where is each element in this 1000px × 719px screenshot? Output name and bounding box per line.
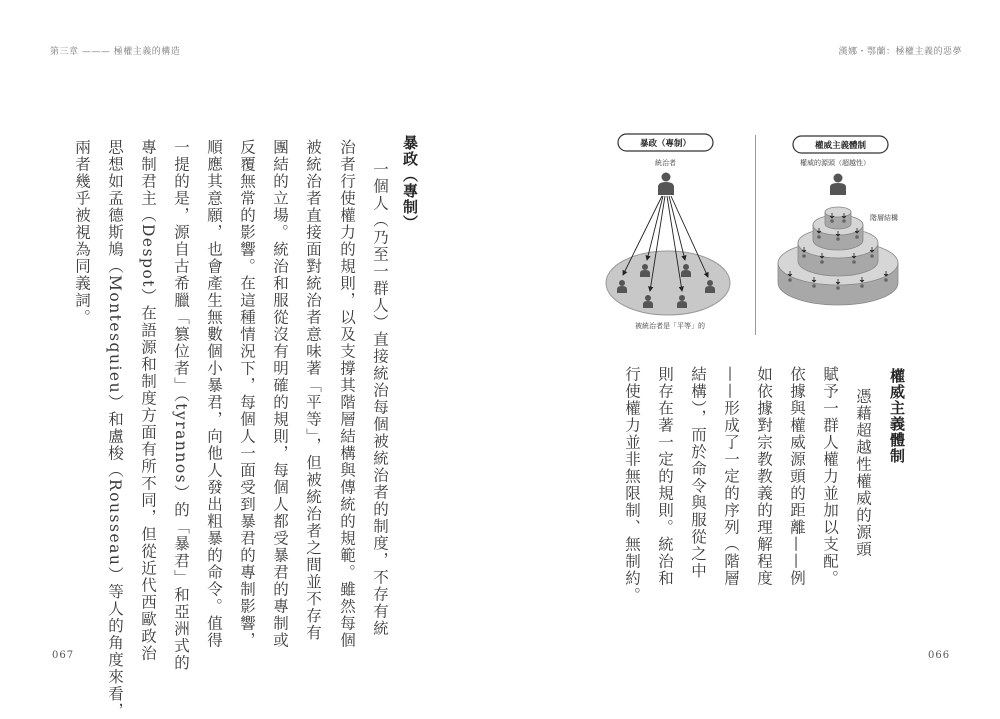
body-column: 賦予一群人權力並加以支配。: [821, 366, 839, 587]
body-column: 依據與權威源頭的距離——例: [788, 366, 806, 587]
body-column: 思想如孟德斯鳩（Montesquieu）和盧梭（Rousseau）等人的角度來看，: [106, 139, 124, 719]
section-heading-tyranny: 暴政（專制）: [401, 135, 419, 231]
body-column: 順應其意願，也會產生無數個小暴君，向他人發出粗暴的命令。值得: [205, 139, 223, 649]
authoritarian-title: 權威主義體制: [814, 141, 866, 151]
body-column: 憑藉超越性權威的源頭: [854, 388, 872, 558]
body-column: 一個人（乃至一群人）直接統治每個被統治者的制度，不存有統: [371, 161, 389, 637]
running-head-right: 漢娜・鄂蘭：極權主義的惡夢: [838, 47, 962, 57]
body-column: 一提的是，源自古希臘「篡位者」（tyrannos）的「暴君」和亞洲式的: [172, 139, 190, 672]
ruler-label: 統治者: [655, 159, 676, 167]
running-head-left: 第三章 ——— 極權主義的構造: [50, 47, 181, 57]
body-column: ——形成了一定的序列（階層: [722, 366, 740, 587]
tyranny-title: 暴政（專制）: [639, 139, 691, 149]
body-column: 兩者幾乎被視為同義詞。: [73, 139, 91, 326]
body-column: 行使權力並非無限制、無制約。: [623, 366, 641, 604]
body-column: 則存在著一定的規則。統治和: [656, 366, 674, 587]
body-column: 被統治者直接面對統治者意味著「平等」，但被統治者之間並不存有: [304, 139, 322, 642]
authoritarian-diagram: [770, 125, 925, 325]
body-column: 治者行使權力的規則，以及支撐其階層結構與傳統的規範。雖然每個: [338, 139, 356, 649]
body-column: 結構），而於命令與服從之中: [689, 366, 707, 580]
body-column: 反覆無常的影響。在這種情況下，每個人一面受到暴君的專制影響，: [238, 139, 256, 649]
page-number-left: 067: [52, 650, 75, 661]
page-number-right: 066: [928, 650, 951, 661]
section-heading-authoritarian: 權威主義體制: [888, 368, 906, 464]
ruled-label: 被統治者是「平等」的: [635, 322, 705, 330]
diagram-divider: [755, 135, 756, 335]
hierarchy-label: 階層結構: [870, 214, 898, 222]
body-column: 團結的立場。統治和服從沒有明確的規則，每個人都受暴君的專制或: [271, 139, 289, 649]
authority-source-label: 權威的源頭（超越性）: [800, 159, 870, 167]
body-column: 如依據對宗教教義的理解程度: [755, 366, 773, 587]
body-column: 專制君主（Despot）在語源和制度方面有所不同，但從近代西歐政治: [139, 139, 157, 663]
